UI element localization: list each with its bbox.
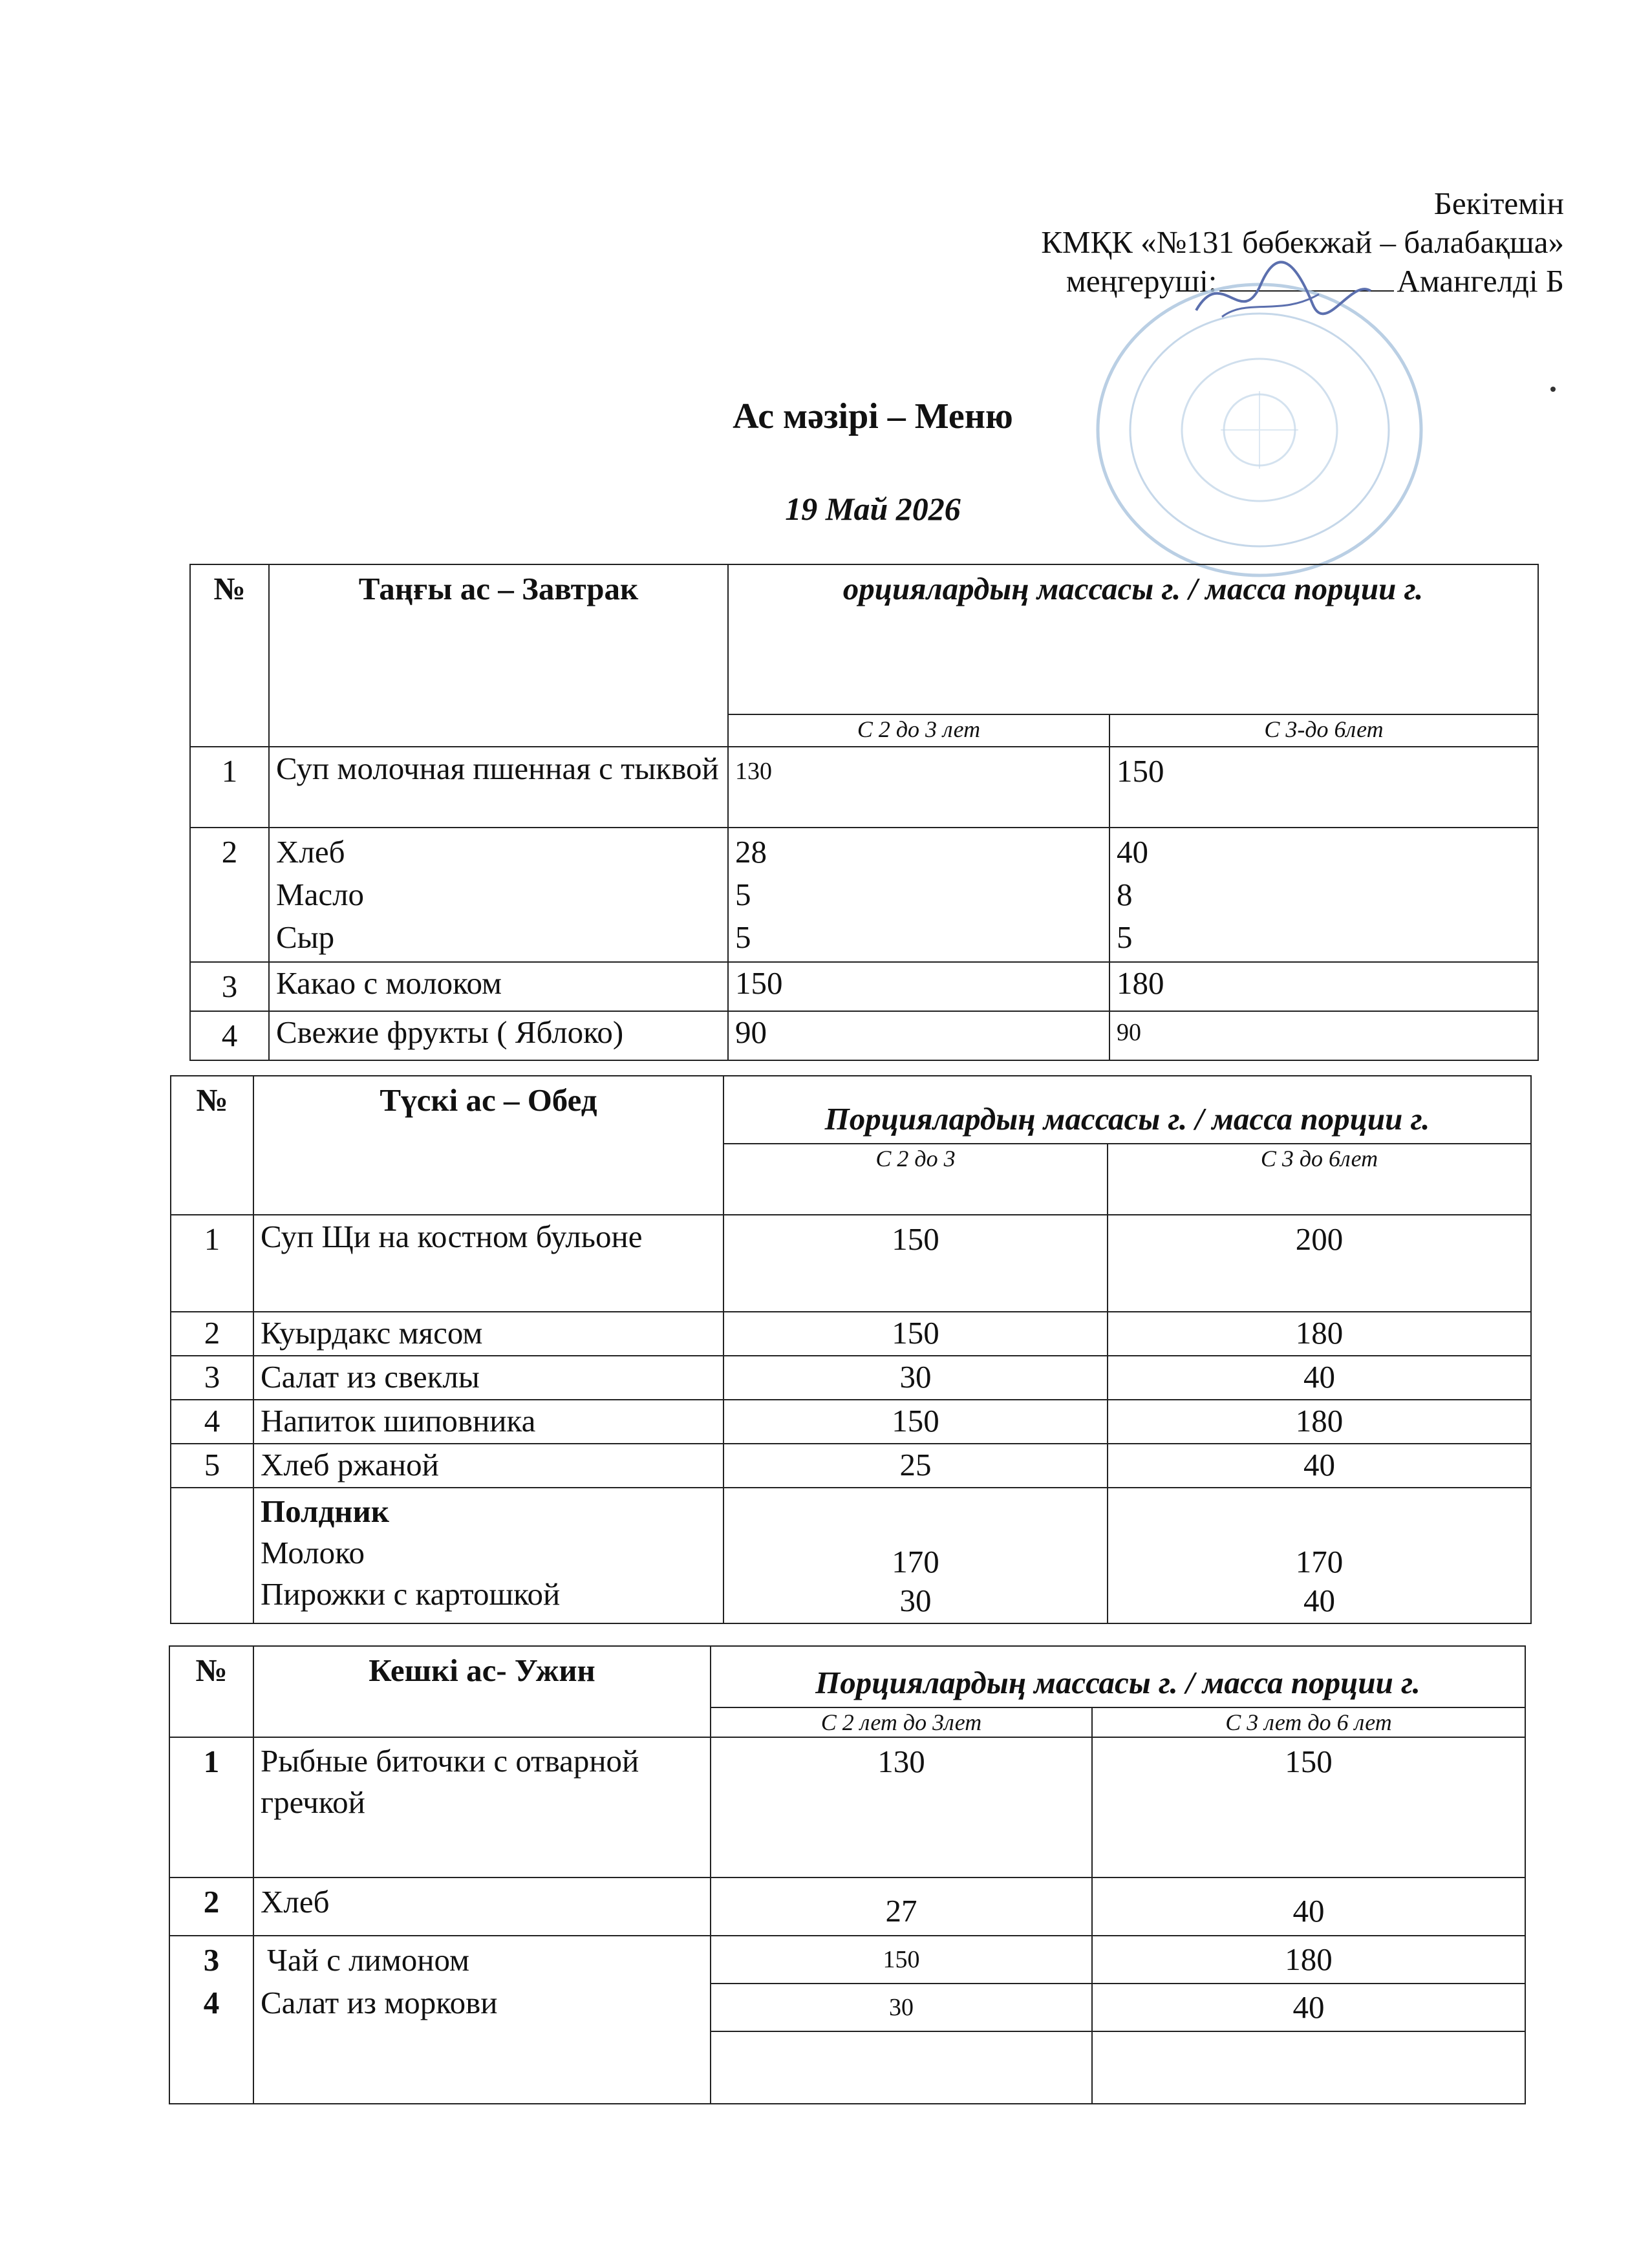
row-number: 4 [171, 1400, 253, 1444]
signature-scribble [1183, 259, 1377, 336]
dish-name: Рыбные биточки с отварной гречкой [253, 1737, 711, 1878]
row-number: 4 [190, 1011, 269, 1060]
table-row [190, 828, 1538, 962]
portion-value: 90 [1109, 1011, 1538, 1060]
meal-title: Түскі ас – Обед [253, 1076, 723, 1215]
portion-value: 25 [723, 1444, 1108, 1488]
age-group-2: С 3-до 6лет [1109, 714, 1538, 747]
dish-name [253, 1936, 711, 2104]
age-group-1: С 2 до 3 [723, 1144, 1108, 1215]
page-title: Ас мәзірі – Меню [733, 396, 1013, 436]
portion-value: 200 [1108, 1215, 1531, 1312]
portion-value [1109, 828, 1538, 962]
value-line: 170 [892, 1544, 939, 1579]
organization-name: КМҚК «№131 бөбекжай – балабақша» [1041, 224, 1564, 260]
dish-line: Салат из моркови [261, 1985, 498, 2020]
portion-value [728, 828, 1109, 962]
lunch-table [170, 1075, 1532, 1624]
table-row [171, 1215, 1531, 1312]
portion-value: 150 [728, 962, 1109, 1011]
portion-value [711, 1936, 1092, 2104]
mass-header: Порциялардың массасы г. / масса порции г. [711, 1646, 1525, 1707]
table-row [169, 1936, 1525, 2104]
mass-header: Порциялардың массасы г. / масса порции г. [723, 1076, 1531, 1144]
row-number: 3 [171, 1356, 253, 1400]
value-line: 180 [1093, 1936, 1525, 1984]
portion-value: 40 [1108, 1356, 1531, 1400]
value-line: 30 [711, 1984, 1091, 2032]
row-number: 2 [169, 1878, 253, 1936]
portion-value: 30 [723, 1356, 1108, 1400]
portion-value: 27 [711, 1878, 1092, 1936]
age-group-1: С 2 лет до 3лет [711, 1707, 1092, 1737]
table-row [171, 1356, 1531, 1400]
portion-value: 150 [1092, 1737, 1525, 1878]
value-line: 150 [711, 1936, 1091, 1984]
row-number-line: 3 [203, 1942, 220, 1978]
dish-name: Куырдакс мясом [253, 1312, 723, 1356]
portion-value: 150 [723, 1312, 1108, 1356]
snack-row [171, 1488, 1531, 1623]
dish-line: Молоко [261, 1535, 365, 1570]
row-number: 5 [171, 1444, 253, 1488]
portion-value: 40 [1108, 1444, 1531, 1488]
table-row [190, 747, 1538, 828]
col-number-header: № [171, 1076, 253, 1215]
age-group-1: С 2 до 3 лет [728, 714, 1109, 747]
table-row [171, 1400, 1531, 1444]
dish-name: Напиток шиповника [253, 1400, 723, 1444]
row-number: 1 [190, 747, 269, 828]
table-row [190, 962, 1538, 1011]
value-line: 40 [1117, 834, 1148, 870]
table-row [190, 1011, 1538, 1060]
snack-title: Полдник [261, 1493, 389, 1529]
meal-title: Кешкі ас- Ужин [253, 1646, 711, 1737]
dish-line: Хлеб [276, 834, 345, 870]
dish-line: Сыр [276, 919, 335, 955]
portion-value: 150 [723, 1400, 1108, 1444]
row-number: 2 [190, 828, 269, 962]
col-number-header: № [190, 564, 269, 747]
dish-name [269, 828, 728, 962]
col-number-header: № [169, 1646, 253, 1737]
table-row [171, 1312, 1531, 1356]
age-group-2: С 3 до 6лет [1108, 1144, 1531, 1215]
portion-value: 90 [728, 1011, 1109, 1060]
row-number: 1 [171, 1215, 253, 1312]
value-line: 40 [1303, 1583, 1335, 1618]
value-line: 28 [735, 834, 767, 870]
portion-value [1092, 1936, 1525, 2104]
approval-label: Бекітемін [1433, 186, 1564, 221]
table-row [169, 1878, 1525, 1936]
value-line: 5 [735, 919, 751, 955]
breakfast-table [189, 564, 1539, 1061]
meal-title: Таңғы ас – Завтрак [269, 564, 728, 747]
snack-items [253, 1488, 723, 1623]
row-number-line: 4 [203, 1985, 220, 2020]
dot-mark [1550, 387, 1556, 392]
table-row [169, 1737, 1525, 1878]
value-line: 8 [1117, 877, 1133, 912]
dish-name: Свежие фрукты ( Яблоко) [269, 1011, 728, 1060]
row-number: 3 [190, 962, 269, 1011]
dinner-table [169, 1645, 1526, 2104]
portion-value: 130 [711, 1737, 1092, 1878]
dish-name: Суп Щи на костном бульоне [253, 1215, 723, 1312]
row-number [171, 1488, 253, 1623]
portion-value [1108, 1488, 1531, 1623]
age-group-2: С 3 лет до 6 лет [1092, 1707, 1525, 1737]
value-line: 170 [1295, 1544, 1344, 1579]
portion-value: 180 [1108, 1312, 1531, 1356]
portion-value: 180 [1108, 1400, 1531, 1444]
row-number: 1 [169, 1737, 253, 1878]
head-title: меңгеруші: [1066, 263, 1217, 299]
dish-name: Хлеб ржаной [253, 1444, 723, 1488]
dish-name: Хлеб [253, 1878, 711, 1936]
table-row [171, 1444, 1531, 1488]
dish-name: Салат из свеклы [253, 1356, 723, 1400]
mass-header: орциялардың массасы г. / масса порции г. [728, 564, 1538, 714]
dish-line: Масло [276, 877, 365, 912]
head-name: Амангелді Б [1397, 263, 1564, 299]
row-number: 2 [171, 1312, 253, 1356]
portion-value: 150 [723, 1215, 1108, 1312]
dish-name: Какао с молоком [269, 962, 728, 1011]
value-line: 30 [899, 1583, 932, 1618]
value-line: 5 [735, 877, 751, 912]
value-line: 5 [1117, 919, 1133, 955]
portion-value [723, 1488, 1108, 1623]
value-line: 40 [1093, 1984, 1525, 2032]
dish-name: Суп молочная пшенная с тыквой [269, 747, 728, 828]
portion-value: 40 [1092, 1878, 1525, 1936]
portion-value: 150 [1109, 747, 1538, 828]
menu-date: 19 Май 2026 [785, 491, 961, 527]
portion-value: 180 [1109, 962, 1538, 1011]
dish-line: Пирожки с картошкой [261, 1576, 561, 1612]
dish-line: Чай с лимоном [267, 1942, 470, 1978]
row-number [169, 1936, 253, 2104]
portion-value: 130 [728, 747, 1109, 828]
